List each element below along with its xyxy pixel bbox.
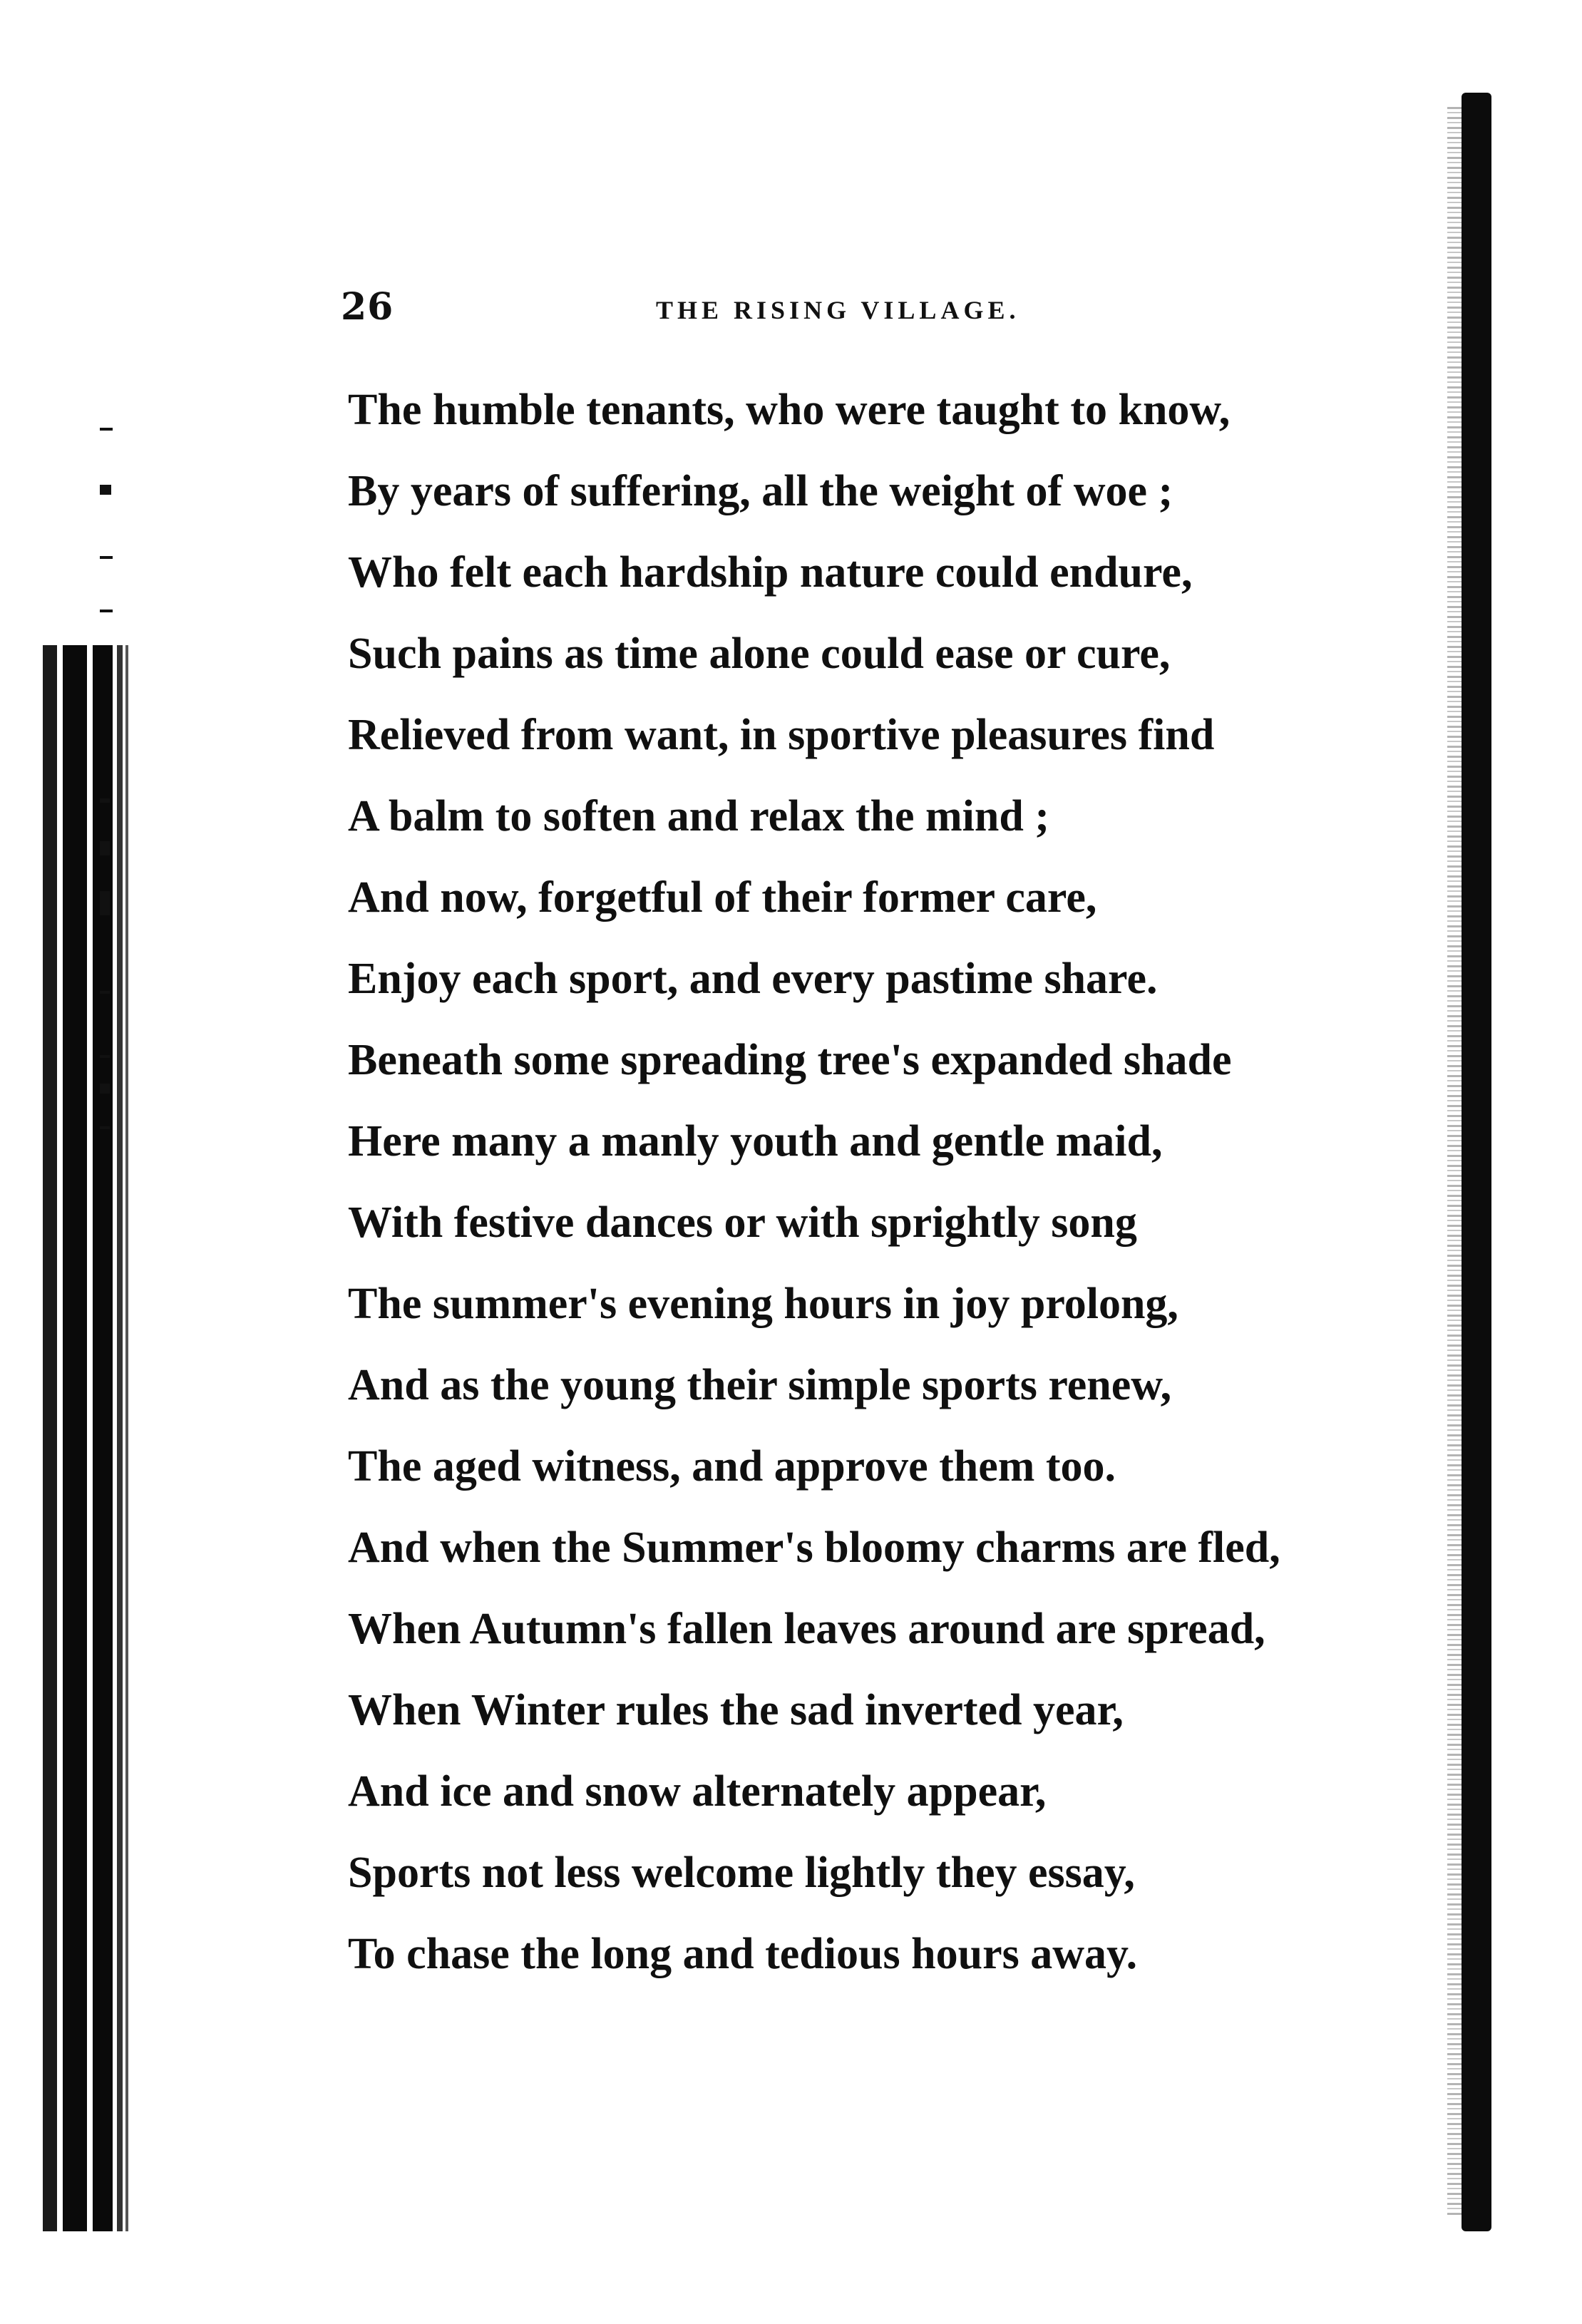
poem-line: Relieved from want, in sportive pleasures find — [348, 711, 1215, 759]
poem-line: With festive dances or with sprightly song — [348, 1198, 1137, 1247]
poem-line: Who felt each hardship nature could endure, — [348, 548, 1193, 597]
binding-shadow — [63, 645, 87, 2231]
poem-line: The humble tenants, who were taught to know, — [348, 386, 1231, 434]
gutter-marks — [100, 428, 128, 1176]
gutter-tick — [100, 485, 111, 495]
gutter-tick — [100, 1126, 110, 1129]
gutter-tick — [100, 1084, 110, 1094]
poem-line: And when the Summer's bloomy charms are fled, — [348, 1523, 1280, 1572]
page-edge — [1462, 93, 1491, 2231]
gutter-tick — [100, 428, 113, 431]
gutter-tick — [100, 991, 110, 994]
gutter-tick — [100, 798, 110, 803]
poem-line: The summer's evening hours in joy prolong, — [348, 1280, 1178, 1328]
gutter-tick — [100, 610, 113, 612]
running-head: THE RISING VILLAGE. — [656, 296, 1020, 324]
poem-line: Beneath some spreading tree's expanded shade — [348, 1036, 1232, 1084]
poem-line: And ice and snow alternately appear, — [348, 1767, 1047, 1816]
page-edge-shading — [1447, 107, 1463, 2217]
poem-line: Sports not less welcome lightly they essay, — [348, 1849, 1135, 1897]
poem-line: Such pains as time alone could ease or cure, — [348, 629, 1171, 678]
poem-line: When Winter rules the sad inverted year, — [348, 1686, 1124, 1734]
poem-line: Here many a manly youth and gentle maid, — [348, 1117, 1163, 1166]
poem-line: A balm to soften and relax the mind ; — [348, 792, 1050, 840]
poem-line: And now, forgetful of their former care, — [348, 873, 1097, 922]
poem-line: And as the young their simple sports renew, — [348, 1361, 1172, 1409]
gutter-tick — [100, 891, 110, 915]
gutter-tick — [100, 1055, 110, 1058]
gutter-tick — [100, 556, 113, 559]
page-number: 26 — [341, 285, 394, 329]
poem-line: The aged witness, and approve them too. — [348, 1442, 1116, 1491]
poem-line: By years of suffering, all the weight of woe ; — [348, 467, 1173, 515]
poem-line: Enjoy each sport, and every pastime share. — [348, 955, 1158, 1003]
poem-line: When Autumn's fallen leaves around are spread, — [348, 1605, 1265, 1653]
binding-shadow — [43, 645, 57, 2231]
poem-line: To chase the long and tedious hours away. — [348, 1930, 1138, 1978]
gutter-tick — [100, 841, 110, 855]
